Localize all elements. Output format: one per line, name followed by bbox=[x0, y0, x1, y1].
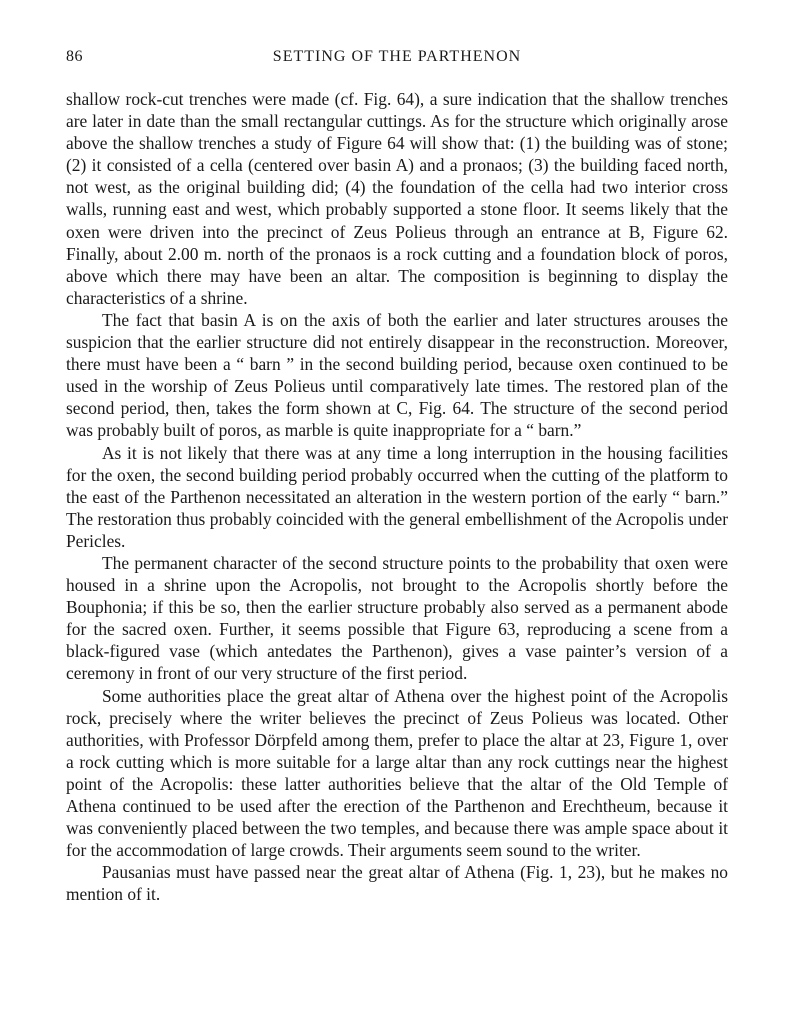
page-header bbox=[66, 48, 728, 74]
book-page bbox=[66, 48, 728, 905]
paragraph-housing-oxen: As it is not likely that there was at any time a long interruption in the housing facilities for the oxen, the second building period probably occurred when the cutting of the platform to the east of the Parthenon necessitated an alteration in the western portion of the early “ barn.” The restoration thus probably coincided with the general embellishment of the Acropolis under Pericles. bbox=[66, 442, 728, 551]
page-number: 86 bbox=[66, 48, 83, 65]
paragraph-permanent-character: The permanent character of the second structure points to the probability that oxen were housed in a shrine upon the Acropolis, not brought to the Acropolis shortly before the Bouphonia; if this be so, then the earlier structure probably also served as a permanent abode for the sacred oxen. Further, it seems possible that Figure 63, reproducing a scene from a black-figured vase (which antedates the Parthenon), gives a vase painter’s version of a ceremony in front of our very structure of the first period. bbox=[66, 552, 728, 684]
paragraph-great-altar: Some authorities place the great altar of Athena over the highest point of the Acropolis rock, precisely where the writer believes the precinct of Zeus Polieus was located. Other authorities, with Professor Dörpfeld among them, prefer to place the altar at 23, Figure 1, over a rock cutting which is more suitable for a large altar than any rock cuttings near the highest point of the Acropolis: these latter authorities believe that the altar of the Old Temple of Athena continued to be used after the erection of the Parthenon and Erechtheum, because it was conveniently placed between the two temples, and because there was ample space about it for the accommodation of large crowds. Their arguments seem sound to the writer. bbox=[66, 685, 728, 861]
paragraph-continued: shallow rock-cut trenches were made (cf. Fig. 64), a sure indication that the shallow trenches are later in date than the small rectangular cuttings. As for the structure which originally arose above the shallow trenches a study of Figure 64 will show that: (1) the building was of stone; (2) it consisted of a cella (centered over basin A) and a pronaos; (3) the building faced north, not west, as the original building did; (4) the foundation of the cella had two interior cross walls, running east and west, which probably supported a stone floor. It seems likely that the oxen were driven into the precinct of Zeus Polieus through an entrance at B, Figure 62. Finally, about 2.00 m. north of the pronaos is a rock cutting and a foundation block of poros, above which there may have been an altar. The composition is beginning to display the characteristics of a shrine. bbox=[66, 89, 728, 308]
body-text bbox=[66, 88, 728, 905]
paragraph-pausanias: Pausanias must have passed near the great altar of Athena (Fig. 1, 23), but he makes no mention of it. bbox=[66, 862, 728, 905]
running-head: SETTING OF THE PARTHENON bbox=[272, 48, 522, 65]
paragraph-basin-a: The fact that basin A is on the axis of both the earlier and later structures arouses the suspicion that the earlier structure did not entirely disappear in the reconstruction. Moreover, there must have been a “ barn ” in the second building period, because oxen continued to be used in the worship of Zeus Polieus until comparatively late times. The restored plan of the second period, then, takes the form shown at C, Fig. 64. The structure of the second period was probably built of poros, as marble is quite inappropriate for a “ barn.” bbox=[66, 309, 728, 441]
